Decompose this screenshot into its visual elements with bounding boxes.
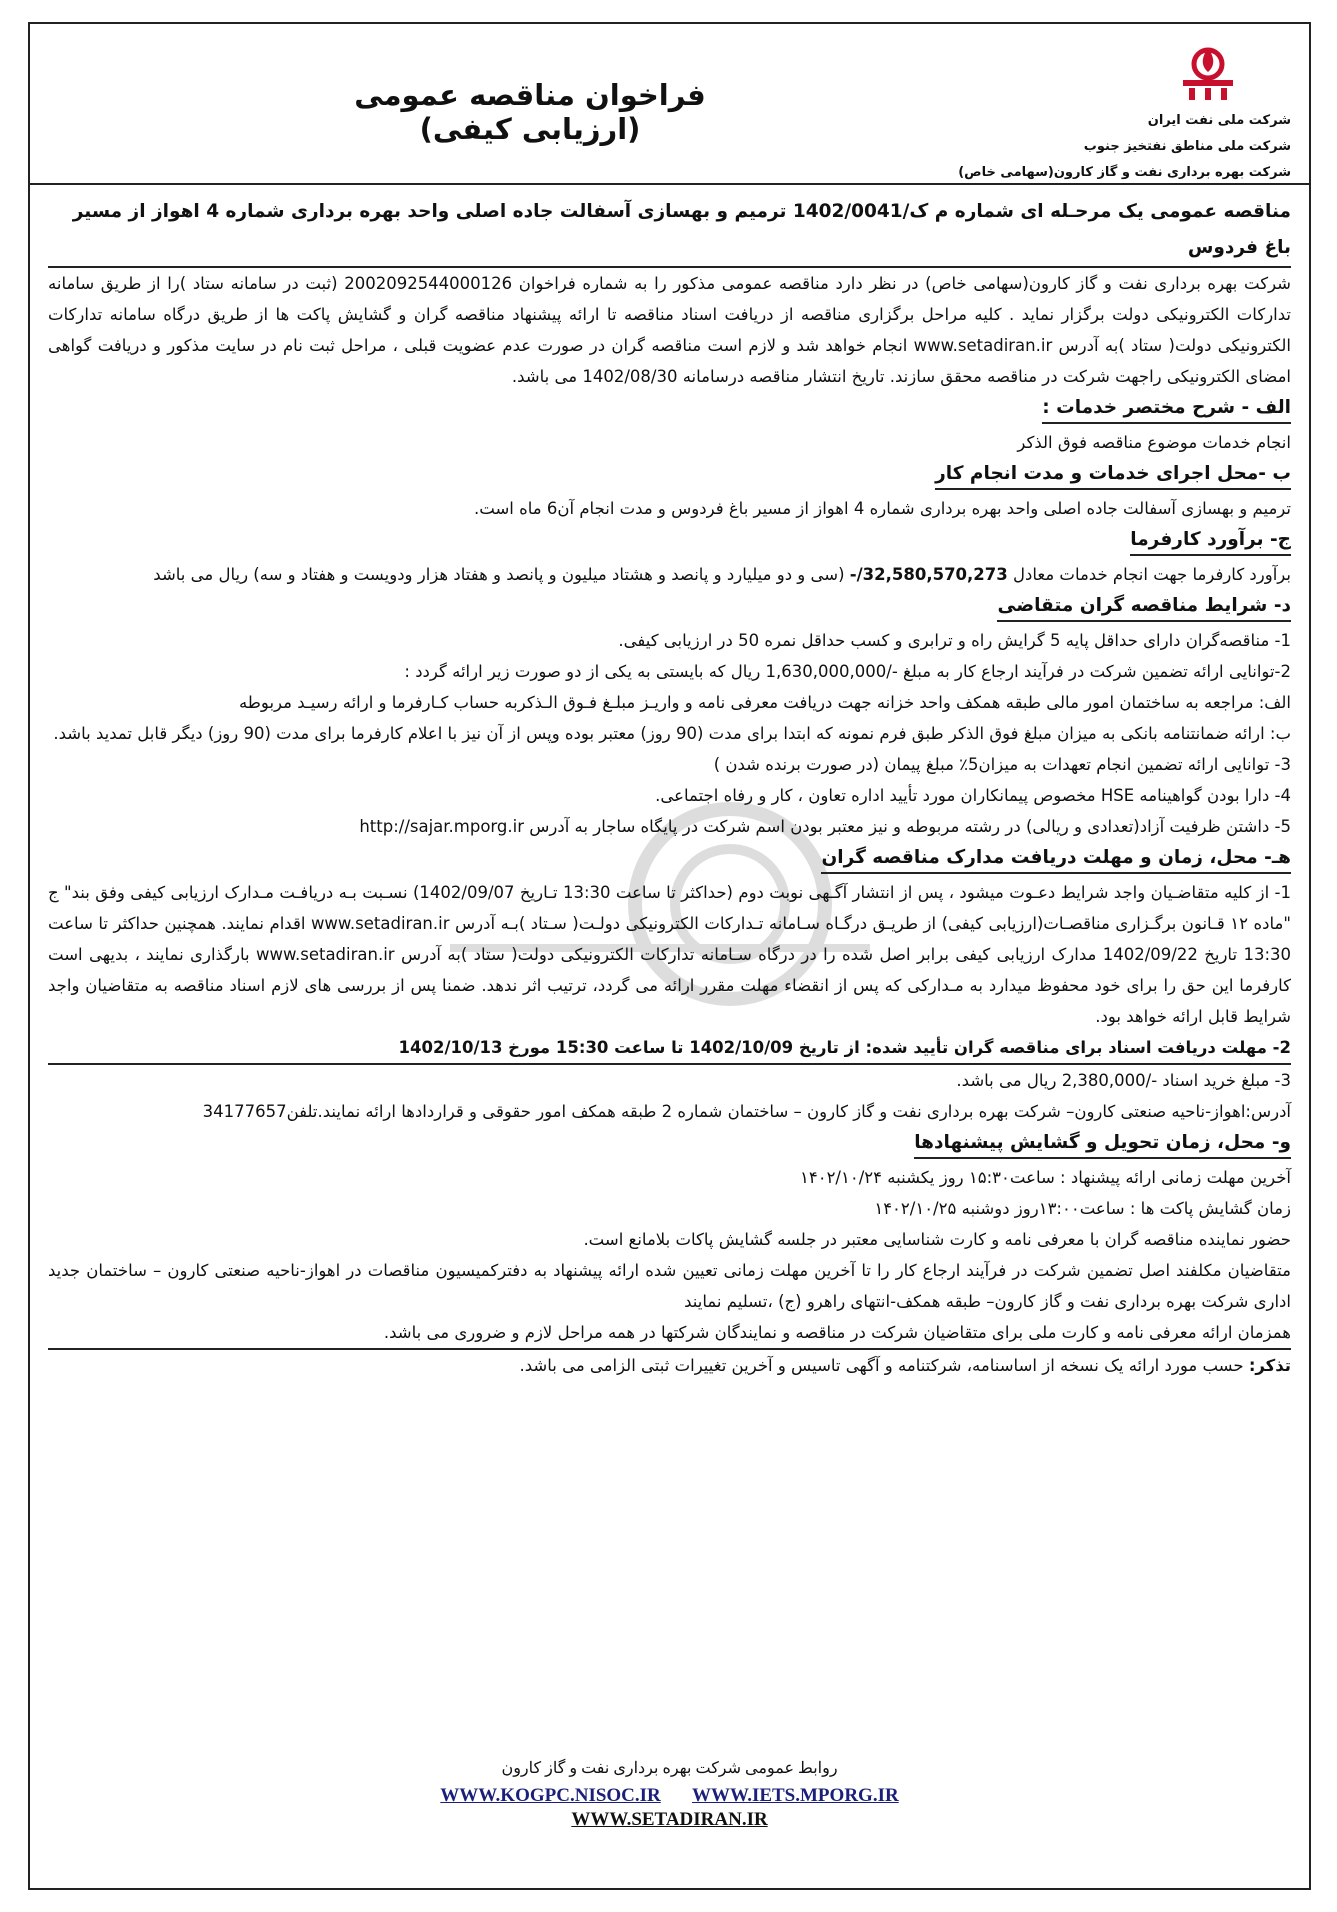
footer-links-row <box>30 1785 1309 1807</box>
estimate-text-after: (سی و دو میلیارد و پانصد و هشتاد میلیون و پانصد و هفتاد هزار ودویست و هفتاد و سه) ریال می باشد <box>153 565 845 584</box>
company-line-1: شرکت ملی نفت ایران <box>1147 113 1291 128</box>
notice-frame <box>28 22 1311 1890</box>
company-line-3: شرکت بهره برداری نفت و گاز کارون(سهامی خاص) <box>958 165 1291 180</box>
condition-item-2b: ب: ارائه ضمانتنامه بانکی به میزان مبلغ فوق الذکر طبق فرم نمونه که ابتدا برای مدت (90 روز) معتبر بوده وپس از آن نیز با اعلام کارفرما برای مدت (90 روز) دیگر قابل تمدید باشد. <box>53 724 1291 743</box>
notice-footer <box>30 1757 1309 1831</box>
document-item-2: 2- مهلت دریافت اسناد برای مناقصه گران تأیید شده: از تاریخ 1402/10/09 تا ساعت 15:30 مورخ 1402/10/13 <box>48 1032 1291 1065</box>
nioc-logo-icon <box>1177 42 1239 104</box>
intro-title: مناقصه عمومی یک مرحـله ای شماره م ک/1402/0041 ترمیم و بهسازی آسفالت جاده اصلی واحد بهره برداری شماره 4 اهواز از مسیر باغ فردوس <box>48 194 1291 268</box>
section-f-heading: و- محل، زمان تحویل و گشایش پیشنهادها <box>914 1129 1291 1159</box>
estimate-amount: -/32,580,570,273 <box>849 565 1008 584</box>
note-line <box>48 1350 1291 1381</box>
condition-item-2a: الف: مراجعه به ساختمان امور مالی طبقه همکف واحد خزانه جهت دریافت معرفی نامه و واریـز مبلـغ فـوق الـذکربه حساب کـارفرما و ارائه رسیـد مربوطه <box>238 693 1291 712</box>
section-a-heading: الف - شرح مختصر خدمات : <box>1042 394 1291 424</box>
condition-item-3: 3- توانایی ارائه تضمین انجام تعهدات به میزان5٪ مبلغ پیمان (در صورت برنده شدن ) <box>713 755 1291 774</box>
iets-link[interactable]: WWW.IETS.MPORG.IR <box>691 1785 899 1806</box>
condition-item-1: 1- مناقصه‌گران دارای حداقل پایه 5 گرایش راه و ترابری و کسب حداقل نمره 50 در ارزیابی کیفی. <box>618 631 1291 650</box>
condition-item-4: 4- دارا بودن گواهینامه HSE مخصوص پیمانکاران مورد تأیید اداره تعاون ، کار و رفاه اجتماعی. <box>655 786 1291 805</box>
section-a-text: انجام خدمات موضوع مناقصه فوق الذکر <box>1017 433 1291 452</box>
company-names <box>871 108 1291 186</box>
attendance-line: حضور نماینده مناقصه گران با معرفی نامه و کارت شناسایی معتبر در جلسه گشایش پاکات بلامانع است. <box>583 1230 1291 1249</box>
section-c-estimate <box>48 559 1291 590</box>
document-item-1: 1- از کلیه متقاضـیان واجد شرایط دعـوت میشود ، پس از انتشار آگـهی نوبت دوم (حداکثر تا ساعت 13:30 تـاریخ 1402/09/07) نسـبت بـه دریافـت مـدارک ارزیابی کیفی وفق بند" ج "ماده ١٢ قـانون برگـزاری مناقصـات(ارزیابی کیفی) از طریـق درگـاه سـامانه تـدارکات الکترونیکی دولـت( سـتاد )بـه آدرس www.setadiran.ir اقدام نمایند. همچنین حداکثر تا ساعت 13:30 تاریخ 1402/09/22 مدارک ارزیابی کیفی برابر اصل شده را در درگاه سـامانه تدارکات الکترونیکی دولت( ستاد )به آدرس www.setadiran.ir بارگذاری نمایند ، بدیهی است کارفرما این حق را برای خود محفوظ میدارد به مـدارکی که پس از انقضاء مهلت مقرر ارائه می گردد، ترتیب اثر ندهد. ضمنا پس از بررسی های لازم اسناد مناقصه به متقاضیان واجد شرایط قابل ارائه خواهد بود. <box>48 883 1292 1026</box>
document-item-3: 3- مبلغ خرید اسناد -/2,380,000 ریال می باشد. <box>956 1071 1291 1090</box>
estimate-text-before: برآورد کارفرما جهت انجام خدمات معادل <box>1013 565 1291 584</box>
notice-body <box>48 194 1291 1381</box>
note-label: تذکر: <box>1248 1356 1291 1375</box>
condition-item-2: 2-توانایی ارائه تضمین شرکت در فرآیند ارجاع کار به مبلغ -/1,630,000,000 ریال که بایستی به یکی از دو صورت زیر ارائه گردد : <box>404 662 1291 681</box>
company-line-2: شرکت ملی مناطق نفتخیز جنوب <box>1083 139 1291 154</box>
section-b-text: ترمیم و بهسازی آسفالت جاده اصلی واحد بهره برداری شماره 4 اهواز از مسیر باغ فردوس و مدت انجام آن6 ماه است. <box>474 499 1291 518</box>
section-b-heading: ب -محل اجرای خدمات و مدت انجام کار <box>935 460 1291 490</box>
section-e-heading: هـ- محل، زمان و مهلت دریافت مدارک مناقصه گران <box>821 844 1291 874</box>
setadiran-link[interactable]: WWW.SETADIRAN.IR <box>571 1809 768 1830</box>
opening-line: زمان گشایش پاکت ها : ساعت۱۳:۰۰روز دوشنبه ۱۴۰۲/۱۰/۲۵ <box>874 1199 1291 1218</box>
notice-header <box>30 24 1309 185</box>
contact-address: آدرس:اهواز-ناحیه صنعتی کارون– شرکت بهره برداری نفت و گاز کارون – ساختمان شماره 2 طبقه همکف امور حقوقی و قراردادها ارائه نمایند.تلفن34177657 <box>202 1102 1291 1121</box>
condition-item-5: 5- داشتن ظرفیت آزاد(تعدادی و ریالی) در رشته مربوطه و نیز معتبر بودن اسم شرکت در پایگاه ساجار به آدرس http://sajar.mporg.ir <box>359 817 1291 836</box>
note-text: حسب مورد ارائه یک نسخه از اساسنامه، شرکتنامه و آگهی تاسیس و آخرین تغییرات ثبتی الزامی می باشد. <box>519 1356 1249 1375</box>
footer-setad-row <box>30 1809 1309 1831</box>
section-d-heading: د- شرایط مناقصه گران متقاضی <box>997 592 1291 622</box>
footer-org: روابط عمومی شرکت بهره برداری نفت و گاز کارون <box>501 1760 838 1777</box>
intro-paragraph: شرکت بهره برداری نفت و گاز کارون(سهامی خاص) در نظر دارد مناقصه عمومی مذکور را به شماره فراخوان 2002092544000126 (ثبت در سامانه ستاد )را از طریق سامانه تدارکات الکترونیکی دولت برگزار نماید . کلیه مراحل برگزاری مناقصه از دریافت اسناد مناقصه تا ارائه پیشنهاد مناقصه گران و گشایش پاکت ها از طریق درگاه سامانه تدارکات الکترونیکی دولت( ستاد )به آدرس www.setadiran.ir انجام خواهد شد و لازم است مناقصه گران در صورت عدم عضویت قبلی ، مراحل ثبت نام در سایت مذکور و دریافت گواهی امضای الکترونیکی راجهت شرکت در مناقصه محقق سازند. تاریخ انتشار مناقصه درسامانه 1402/08/30 می باشد. <box>48 274 1291 386</box>
notice-title: فراخوان مناقصه عمومی (ارزیابی کیفی) <box>354 78 706 146</box>
guarantee-line: متقاضیان مکلفند اصل تضمین شرکت در فرآیند ارجاع کار را تا آخرین مهلت زمانی تعیین شده ارائه پیشنهاد به دفترکمیسیون مناقصات در اهواز-ناحیه صنعتی کارون – ساختمان جدید اداری شرکت بهره برداری نفت و گاز کارون– طبقه همکف-انتهای راهرو (ج) ،تسلیم نمایند <box>48 1261 1291 1311</box>
kogpc-link[interactable]: WWW.KOGPC.NISOC.IR <box>440 1785 661 1806</box>
id-card-line: همزمان ارائه معرفی نامه و کارت ملی برای متقاضیان شرکت در مناقصه و نمایندگان شرکتها در همه مراحل لازم و ضروری می باشد. <box>48 1317 1291 1350</box>
deadline-line: آخرین مهلت زمانی ارائه پیشنهاد : ساعت۱۵:۳۰ روز یکشنبه ۱۴۰۲/۱۰/۲۴ <box>799 1168 1291 1187</box>
section-c-heading: ج- برآورد کارفرما <box>1130 526 1291 556</box>
